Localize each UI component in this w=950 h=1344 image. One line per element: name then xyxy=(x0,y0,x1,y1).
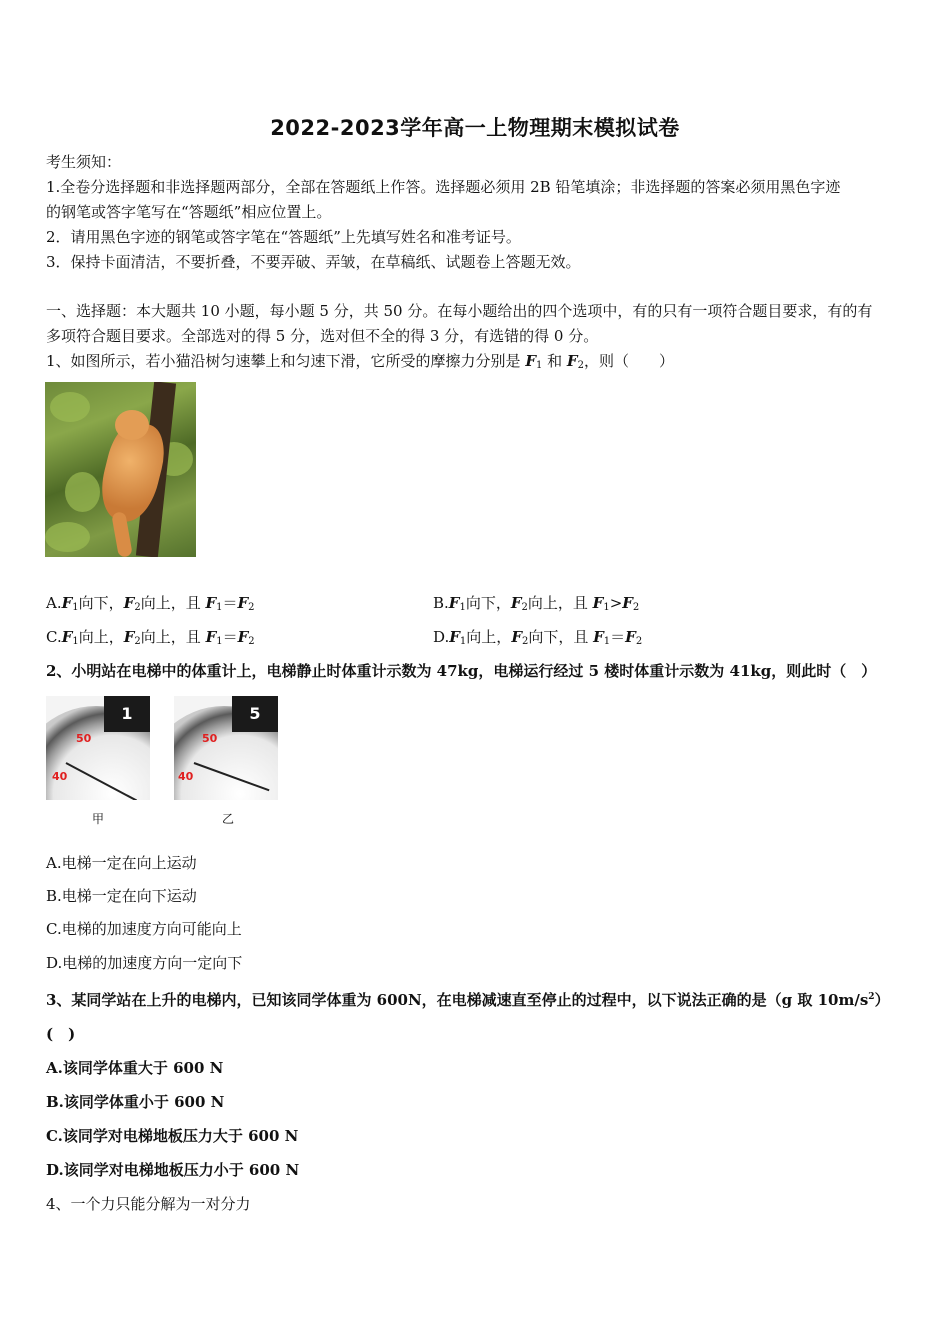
section-1-line-1: 一、选择题：本大题共 10 小题，每小题 5 分，共 50 分。在每小题给出的四个选项中，有的只有一项符合题目要求，有的有 xyxy=(46,302,873,320)
q2-option-c[interactable]: C.电梯的加速度方向可能向上 xyxy=(46,920,242,938)
section-1-line-2: 多项符合题目要求。全部选对的得 5 分，选对但不全的得 3 分，有选错的得 0 分。 xyxy=(46,327,599,345)
q3-option-a[interactable]: A.该同学体重大于 600 N xyxy=(46,1059,224,1077)
q2-option-a[interactable]: A.电梯一定在向上运动 xyxy=(46,854,197,872)
notice-item-3: 3．保持卡面清洁，不要折叠，不要弄破、弄皱，在草稿纸、试题卷上答题无效。 xyxy=(46,253,581,271)
scale-reading-left-photo: 1 50 40 xyxy=(46,696,150,800)
q1-stem: 1、如图所示，若小猫沿树匀速攀上和匀速下滑，它所受的摩擦力分别是 $F_1$ 和 $F_2$，则（ ） xyxy=(46,352,674,371)
page-title: 2022-2023学年高一上物理期末模拟试卷 xyxy=(270,116,680,140)
q3-option-c[interactable]: C.该同学对电梯地板压力大于 600 N xyxy=(46,1127,299,1145)
q2-option-d[interactable]: D.电梯的加速度方向一定向下 xyxy=(46,954,243,972)
notice-item-1a: 1.全卷分选择题和非选择题两部分，全部在答题纸上作答。选择题必须用 2B 铅笔填涂；非选择题的答案必须用黑色字迹 xyxy=(46,178,841,196)
q1-option-b[interactable]: $B.F_1$向下，$F_2$向上，且 $F_1>F_2$ xyxy=(433,594,640,613)
q1-option-c[interactable]: $C.F_1$向上，$F_2$向上，且 $F_1=F_2$ xyxy=(46,628,255,647)
q2-option-b[interactable]: B.电梯一定在向下运动 xyxy=(46,887,197,905)
cat-climbing-tree-photo xyxy=(45,382,196,557)
q3-option-b[interactable]: B.该同学体重小于 600 N xyxy=(46,1093,225,1111)
q2-stem: 2、小明站在电梯中的体重计上，电梯静止时体重计示数为 47kg，电梯运行经过 5 楼时体重计示数为 41kg，则此时（ ） xyxy=(46,662,877,680)
figure-caption-left: 甲 xyxy=(92,812,105,826)
scale-reading-right-photo: 5 50 40 xyxy=(174,696,278,800)
notice-item-1b: 的钢笔或答字笔写在“答题纸”相应位置上。 xyxy=(46,203,332,221)
q3-stem: 3、某同学站在上升的电梯内，已知该同学体重为 600N，在电梯减速直至停止的过程中，以下说法正确的是（g 取 $10m/s^2$） xyxy=(46,991,890,1009)
notice-heading: 考生须知： xyxy=(46,153,122,171)
q1-option-a[interactable]: $A.F_1$向下，$F_2$向上，且 $F_1=F_2$ xyxy=(46,594,255,613)
figure-caption-right: 乙 xyxy=(222,812,235,826)
q4-stem: 4、一个力只能分解为一对分力 xyxy=(46,1195,251,1213)
notice-item-2: 2．请用黑色字迹的钢笔或答字笔在“答题纸”上先填写姓名和准考证号。 xyxy=(46,228,521,246)
q3-answer-paren: ( ) xyxy=(46,1025,76,1043)
q1-option-d[interactable]: $D.F_1$向上，$F_2$向下，且 $F_1=F_2$ xyxy=(433,628,643,647)
q3-option-d[interactable]: D.该同学对电梯地板压力小于 600 N xyxy=(46,1161,300,1179)
